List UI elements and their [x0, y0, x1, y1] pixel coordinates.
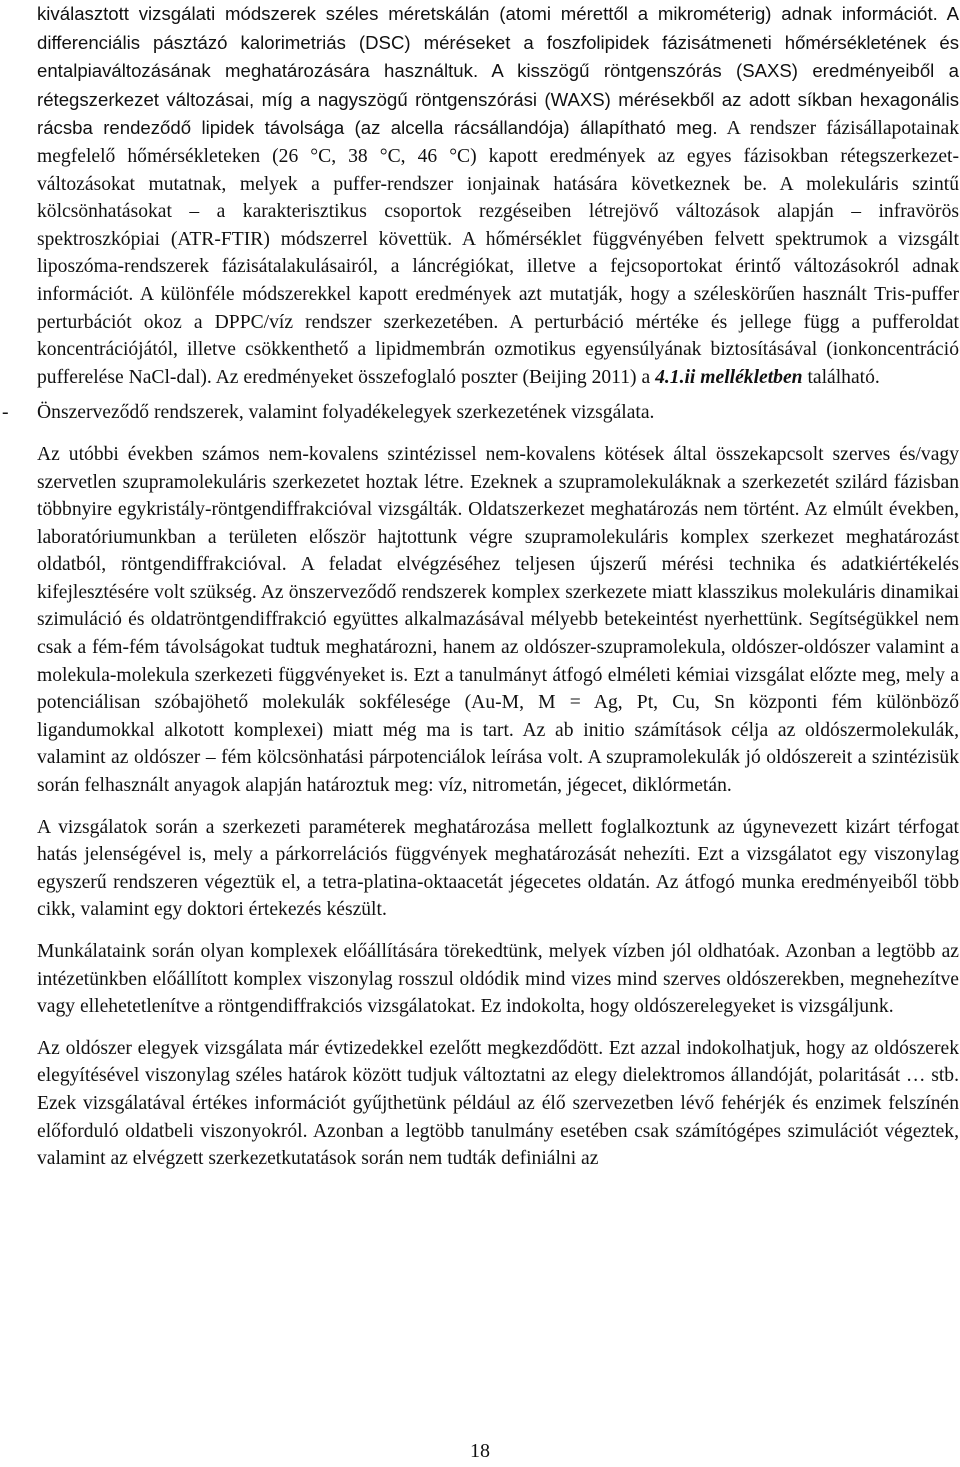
bullet-dash: -	[2, 402, 9, 424]
document-body	[2, 0, 959, 1173]
appendix-reference: 4.1.ii mellékletben	[655, 366, 803, 388]
paragraph-solvent-mixtures: Az oldószer elegyek vizsgálata már évtizedekkel ezelőtt megkezdődött. Ezt azzal indokolhatjuk, hogy az oldószerek elegyítésével viszonylag széles határok között tudjuk változtatni az elegy dielektromos állandóját, polaritását … stb. Ezek vizsgálatával értékes információt gyűjthetünk például az élő szervezetben lévő fehérjék és enzimek felszínén előforduló oldatbeli viszonyokról. Azonban a legtöbb tanulmány esetében csak számítógépes szimulációt végeztek, valamint az elvégzett szerkezetkutatások során nem tudták definiálni az	[37, 1037, 959, 1170]
bullet-item-self-organizing	[2, 399, 959, 427]
paragraph-excluded-volume: A vizsgálatok során a szerkezeti paraméterek meghatározása mellett foglalkoztunk az úgynevezett kizárt térfogat hatás jelenségével is, mely a párkorrelációs függvények meghatározását nehezíti. Ezt a vizsgálatot egy viszonylag egyszerű rendszeren végeztük el, a tetra-platina-oktaacetát jégecetes oldatán. Az átfogó munka eredményeiből több cikk, valamint egy doktori értekezés készült.	[37, 816, 959, 921]
paragraph-methods-sans-part: kiválasztott vizsgálati módszerek széles méretskálán (atomi mérettől a mikrométerig) adnak információt. A differenciális pásztázó kalorimetriás (DSC) méréseket a foszfolipidek fázisátmeneti hőmérsékletének és entalpiaváltozásának meghatározására használtuk. A kisszögű röntgenszórás (SAXS) eredményeiből a rétegszerkezet változásai, míg a nagyszögű röntgenszórási (WAXS) mérésekből az adott síkban hexagonális rácsba rendeződő lipidek távolsága (az alcella rácsállandója) állapítható meg.	[37, 3, 959, 139]
paragraph-supramolecular: Az utóbbi években számos nem-kovalens szintézissel nem-kovalens kötések által összekapcsolt szerves és/vagy szervetlen szupramolekuláris szerkezetet hoztak létre. Ezeknek a szupramolekuláknak a szerkezetét szilárd fázisban többnyire egykristály-röntgendiffrakcióval vizsgálták. Oldatszerkezet meghatározás nem történt. Az elmúlt években, laboratóriumunkban a területen először hajtottunk végre szupramolekuláris komplex szerkezet meghatározást oldatból, röntgendiffrakcióval. A feladat elvégzéséhez teljesen újszerű mérési technika és adatkiértékelés kifejlesztésére volt szükség. Az önszerveződő rendszerek komplex szerkezete miatt klasszikus molekuláris dinamikai szimuláció és oldatröntgendiffrakció együttes alkalmazásával mélyebb betekeintést nyerhettünk. Segítségükkel nem csak a fém-fém távolságokat tudtuk meghatározni, hanem az oldószer-szupramolekula, oldószer-oldószer valamint a molekula-molekula szerkezeti függvényeket is. Ezt a tanulmányt átfogó elméleti kémiai vizsgálat előzte meg, mely a potenciálisan szóbajöhető molekulák sokfélesége (Au-M, M = Ag, Pt, Cu, Sn központi fém különböző ligandumokkal alkotott komplexei) miatt még ma is tart. Az ab initio számítások célja az oldószermolekulák, valamint az oldószer – fém kölcsönhatási párpotenciálok leírása volt. A szupramolekulák jó oldószereit a szintézisük során felhasznált anyagok alapján határoztuk meg: víz, nitrometán, jégecet, diklórmetán.	[37, 443, 959, 797]
paragraph-methods	[37, 0, 959, 391]
paragraph-solubility: Munkálataink során olyan komplexek előállítására törekedtünk, melyek vízben jól oldhatóak. Azonban a legtöbb az intézetünkben előállított komplex viszonylag rosszul oldódik mind vizes mind szerves oldószerekben, megnehezítve vagy ellehetetlenítve a röntgendiffrakciós vizsgálatokat. Ez indokolta, hogy oldószerelegyeket is vizsgáljunk.	[37, 941, 959, 1018]
paragraph-methods-serif-part: A rendszer fázisállapotainak megfelelő hőmérsékleteken (26 °C, 38 °C, 46 °C) kapott eredmények az egyes fázisokban rétegszerkezet-változásokat mutatnak, melyek a puffer-rendszer ionjainak hatására következnek be. A molekuláris szintű kölcsönhatásokat – a karakterisztikus csoportok rezgéseiben létrejövő változások alapján – infravörös spektroszkópiai (ATR-FTIR) módszerrel követtük. A hőmérséklet függvényében felvett spektrumok a vizsgált liposzóma-rendszerek fázisátalakulásairól, a láncrégiókat, illetve a fejcsoportokat érintő változásokról adnak információt. A különféle módszerekkel kapott eredmények azt mutatják, hogy a széleskörűen használt Tris-puffer perturbációt okoz a DPPC/víz rendszer szerkezetében. A perturbáció mértéke és jellege függ a pufferoldat koncentrációjától, illetve csökkenthető a lipidmembrán ozmotikus egyensúlyának biztosításával (ionkoncentráció pufferelése NaCl-dal). Az eredményeket összefoglaló poszter (Beijing 2011) a	[37, 118, 959, 388]
paragraph-methods-end: található.	[802, 366, 880, 388]
bullet-item-text: Önszerveződő rendszerek, valamint folyadékelegyek szerkezetének vizsgálata.	[37, 402, 655, 424]
page-number: 18	[470, 1440, 490, 1462]
